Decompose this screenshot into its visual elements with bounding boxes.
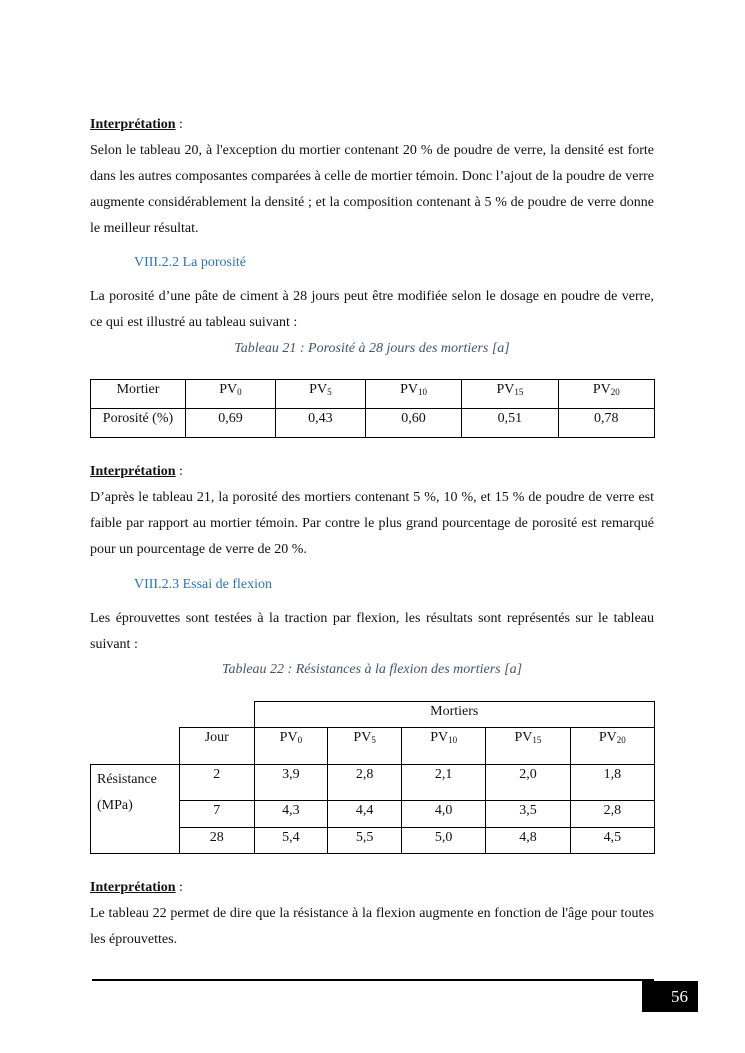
row-label: Résistance (MPa)	[91, 765, 180, 854]
row-label: Porosité (%)	[91, 409, 186, 438]
interpretation-1	[90, 112, 654, 242]
col-pv10: $PV_{10}$	[402, 728, 486, 765]
cell: 5,0	[402, 828, 486, 854]
col-pv10: $PV_{10}$	[365, 380, 461, 409]
cell: 2,1	[402, 765, 486, 801]
paragraph-flexion-intro: Les éprouvettes sont testées à la traction par flexion, les résultats sont représentés sur le tableau suivant :	[90, 611, 654, 652]
cell: 5,4	[254, 828, 328, 854]
cell: 5,5	[328, 828, 402, 854]
col-pv20: $PV_{20}$	[570, 728, 654, 765]
cell: 4,4	[328, 801, 402, 828]
col-pv15: $PV_{15}$	[462, 380, 558, 409]
table-row	[91, 409, 655, 438]
caption-table-21: Tableau 21 : Porosité à 28 jours des mortiers [a]	[234, 341, 510, 356]
page-number: 56	[642, 981, 698, 1012]
cell: 0,43	[275, 409, 365, 438]
paragraph-flexion-result: Le tableau 22 permet de dire que la résistance à la flexion augmente en fonction de l'âge pour toutes les éprouvettes.	[90, 906, 654, 947]
cell: 2,8	[328, 765, 402, 801]
cell: 4,8	[486, 828, 570, 854]
header-mortier: Mortier	[91, 380, 186, 409]
paragraph-porosite-result: D’après le tableau 21, la porosité des mortiers contenant 5 %, 10 %, et 15 % de poudre de verre est faible par rapport au mortier témoin. Par contre le plus grand pourcentage de porosité est remarqué pour un pourcentage de verre de 20 %.	[90, 490, 654, 557]
day-cell: 28	[180, 828, 255, 854]
cell: 3,9	[254, 765, 328, 801]
footer-rule	[92, 979, 654, 981]
paragraph-density: Selon le tableau 20, à l'exception du mortier contenant 20 % de poudre de verre, la densité est forte dans les autres composantes comparées à celle de mortier témoin. Donc l’ajout de la poudre de verre augmente considérablement la densité ; et la composition contenant à 5 % de poudre de verre donne le meilleur résultat.	[90, 143, 654, 236]
col-pv20: $PV_{20}$	[558, 380, 654, 409]
cell: 4,0	[402, 801, 486, 828]
col-pv15: $PV_{15}$	[486, 728, 570, 765]
cell: 4,5	[570, 828, 654, 854]
cell: 0,60	[365, 409, 461, 438]
cell: 2,0	[486, 765, 570, 801]
heading-flexion: VIII.2.3 Essai de flexion	[134, 577, 273, 592]
header-mortiers: Mortiers	[254, 702, 655, 728]
interpretation-2: Interprétation : D’après le tableau 21, la porosité des mortiers contenant 5 %, 10 %, et 15 % de poudre de verre est faible par rapport au mortier témoin. Par contre le plus grand pourcentage de porosité est remarqué pour un pourcentage de verre de 20 %.	[90, 459, 654, 563]
col-pv0: $PV_0$	[254, 728, 328, 765]
day-cell: 7	[180, 801, 255, 828]
interpretation-label: Interprétation	[90, 464, 176, 479]
day-cell: 2	[180, 765, 255, 801]
cell: 1,8	[570, 765, 654, 801]
col-pv0: $PV_0$	[186, 380, 276, 409]
colon: :	[175, 117, 183, 132]
heading-porosite: VIII.2.2 La porosité	[134, 255, 246, 270]
col-pv5: $PV_5$	[328, 728, 402, 765]
interpretation-label: Interprétation	[90, 117, 176, 132]
table-flexion	[90, 701, 655, 854]
cell: 0,51	[462, 409, 558, 438]
cell: 0,69	[186, 409, 276, 438]
col-pv5: $PV_5$	[275, 380, 365, 409]
paragraph-porosite-intro: La porosité d’une pâte de ciment à 28 jours peut être modifiée selon le dosage en poudre de verre, ce qui est illustré au tableau suivant :	[90, 289, 654, 330]
cell: 0,78	[558, 409, 654, 438]
cell: 2,8	[570, 801, 654, 828]
interpretation-label: Interprétation	[90, 880, 176, 895]
interpretation-3: Interprétation : Le tableau 22 permet de dire que la résistance à la flexion augmente en fonction de l'âge pour toutes les éprouvettes.	[90, 875, 654, 953]
cell: 4,3	[254, 801, 328, 828]
caption-table-22: Tableau 22 : Résistances à la flexion des mortiers [a]	[221, 662, 523, 677]
table-row	[91, 765, 655, 801]
table-porosity	[90, 379, 655, 438]
cell: 3,5	[486, 801, 570, 828]
header-jour: Jour	[180, 728, 255, 765]
